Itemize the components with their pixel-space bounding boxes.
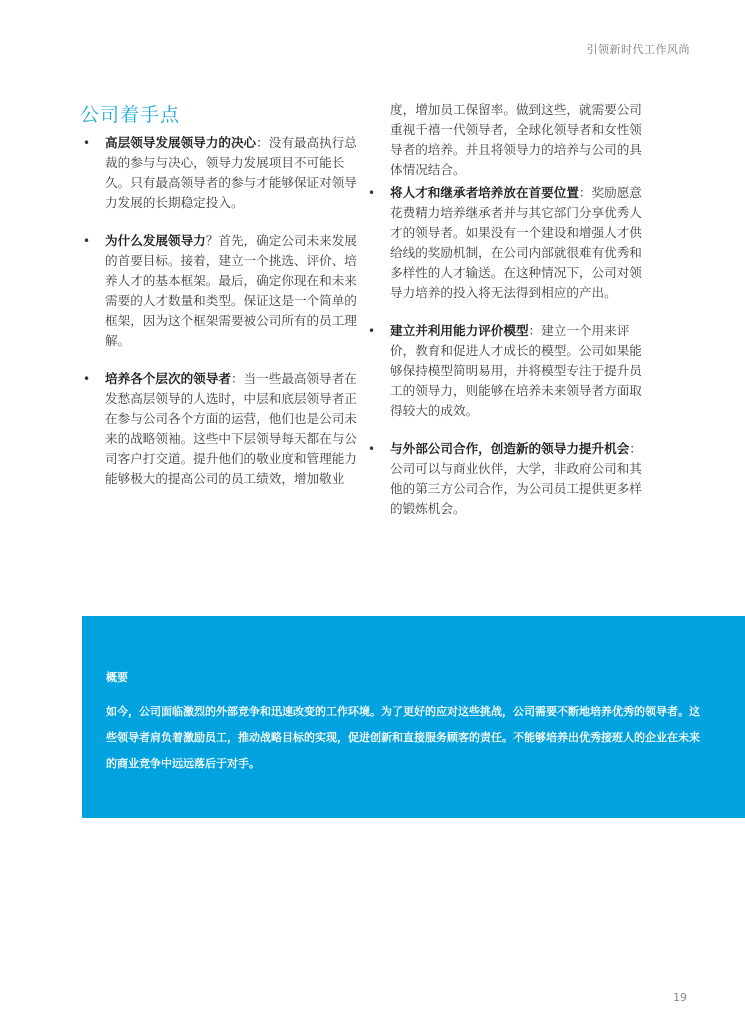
bullet-sep: ： [230,371,244,386]
running-header: 引领新时代工作风尚 [586,43,690,56]
bullet-item [80,369,362,489]
bullet-lead: 高层领导发展领导力的决心 [105,135,257,150]
summary-box [82,616,745,818]
bullet-item [80,133,362,213]
bullet-list-left [80,133,362,507]
section-title: 公司着手点 [80,104,181,126]
bullet-text: 当一些最高领导者在发愁高层领导的人选时，中层和底层领导者正在参与公司各个方面的运营，他们也是公司未来的战略领袖。这些中下层领导每天都在与公司客户打交道。提升他们的敬业度和管理能力能够极大的提高公司的员工绩效，增加敬业 [105,371,357,486]
bullet-sep: ： [256,135,269,150]
bullet-icon: • [368,324,376,338]
bullet-lead: 为什么发展领导力 [105,233,206,248]
page-number: 19 [673,991,687,1004]
bullet-item [365,439,647,519]
summary-text: 如今，公司面临激烈的外部竞争和迅速改变的工作环境。为了更好的应对这些挑战，公司需要不断地培养优秀的领导者。这些领导者肩负着激励员工，推动战略目标的实现，促进创新和直接服务顾客的责任。不能够培养出优秀接班人的企业在未来的商业竞争中远远落后于对手。 [106,705,700,770]
bullet-text: 没有最高执行总裁的参与与决心，领导力发展项目不可能长久。只有最高领导者的参与才能够保证对领导力发展的长期稳定投入。 [105,135,357,210]
bullet-text: 首先，确定公司未来发展的首要目标。接着，建立一个挑选、评价、培养人才的基本框架。最后，确定你现在和未来需要的人才数量和类型。保证这是一个简单的框架，因为这个框架需要被公司所有的员工理解。 [105,233,357,348]
bullet-item [365,183,647,303]
bullet-list-right [365,183,647,537]
bullet-sep: ： [629,441,642,456]
bullet-text: 公司可以与商业伙伴，大学，非政府公司和其他的第三方公司合作，为公司员工提供更多样的锻炼机会。 [390,461,642,516]
bullet-icon: • [368,442,376,456]
bullet-item [80,231,362,351]
bullet-sep: ： [578,185,592,200]
bullet-continuation: 度，增加员工保留率。做到这些，就需要公司重视千禧一代领导者，全球化领导者和女性领导者的培养。并且将领导力的培养与公司的具体情况结合。 [390,102,642,177]
bullet-lead: 建立并利用能力评价模型 [390,323,529,338]
bullet-icon: • [83,372,91,386]
bullet-sep: ： [528,323,542,338]
bullet-item [365,321,647,421]
bullet-text: 建立一个用来评价，教育和促进人才成长的模型。公司如果能够保持模型简明易用，并将模型专注于提升员工的领导力，则能够在培养未来领导者方面取得较大的成效。 [390,323,642,418]
bullet-text: 奖励愿意花费精力培养继承者并与其它部门分享优秀人才的领导者。如果没有一个建设和增强人才供给线的奖励机制，在公司内部就很难有优秀和多样性的人才输送。在这种情况下，公司对领导力培养的投入将无法得到相应的产出。 [390,185,642,300]
bullet-lead: 将人才和继承者培养放在首要位置 [390,185,579,200]
bullet-sep: ？ [205,233,219,248]
bullet-lead: 与外部公司合作，创造新的领导力提升机会 [390,441,630,456]
summary-title: 概要 [106,671,128,684]
bullet-lead: 培养各个层次的领导者 [105,371,231,386]
bullet-icon: • [83,136,91,150]
bullet-icon: • [83,234,91,248]
bullet-icon: • [368,186,376,200]
